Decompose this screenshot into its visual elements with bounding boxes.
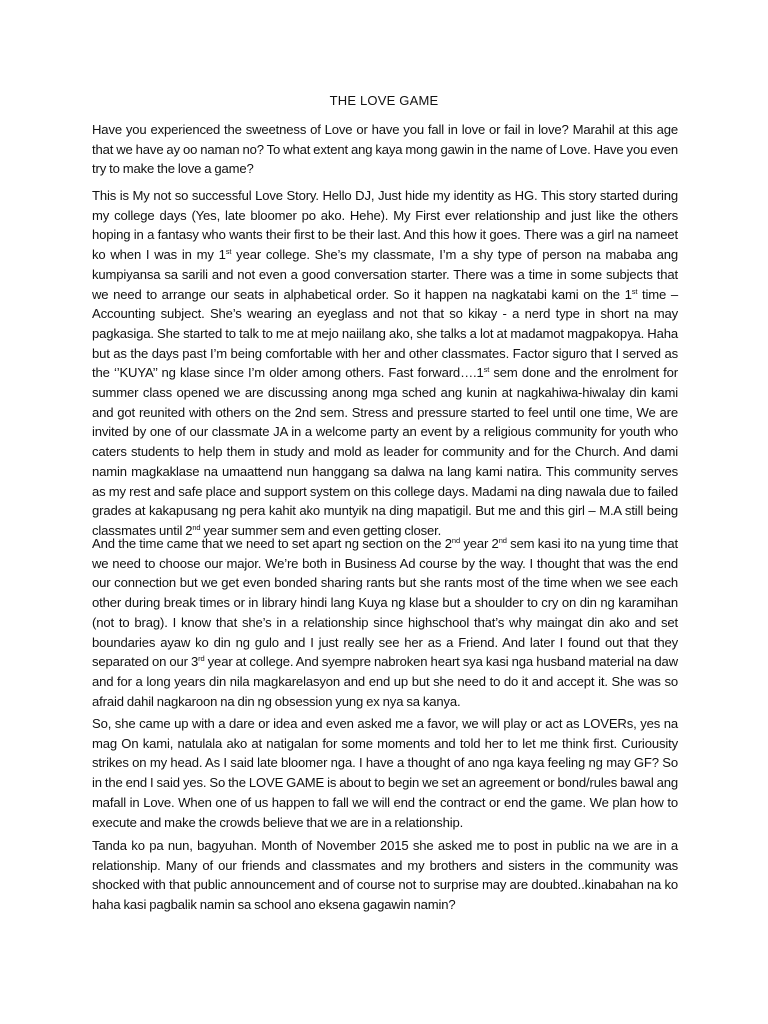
paragraph-dare: So, she came up with a dare or idea and even asked me a favor, we will play or act as LOVERs, yes na mag On kami, natulala ako at natigalan for some moments and told her to let me think first. Curiousity strikes on my head. As I said late bloomer nga. I have a thought of ano nga kaya feeling ng may GF? So in the end I said yes. So the LOVE GAME is about to begin we set an agreement or bond/rules bawal ang mafall in Love. When one of us happen to fall we will end the contract or end the game. We plan how to execute and make the crowds believe that we are in a relationship. [92,716,678,830]
ordinal-suffix: st [483,365,490,375]
ordinal-suffix: nd [451,536,460,545]
document-title: THE LOVE GAME [329,93,439,108]
ordinal-suffix: st [225,247,232,257]
ordinal-suffix: rd [198,654,205,664]
paragraph-second-year: And the time came that we need to set apart ng section on the 2nd year 2nd sem kasi ito na yung time that we need to choose our major. We’re both in Business Ad course by the way. I thought that was the end our connection but we get even bonded sharing rants but she rants most of the time when we see each other during break times or in library hindi lang Kuya ng klase but a shoulder to cry on din ng karamihan (not to brag). I know that she’s in a relationship since highschool that’s why maingat din ako and set boundaries ayaw ko din ng gulo and I just really see her as a Friend. And later I found out that they separated on our 3rd year at college. And syempre nabroken heart sya kasi nga husband material na daw and for a long years din nila magkarelasyon and end up but she need to do it and accept it. She was so afraid dahil nagkaroon na din ng obsession yung ex nya sa kanya. [92,536,679,709]
paragraph-intro: Have you experienced the sweetness of Love or have you fall in love or fail in love? Marahil at this age that we have ay oo naman no? To what extent ang kaya mong gawin in the name of Love. Have you even try to make the love a game? [92,122,678,177]
ordinal-suffix: nd [192,522,201,532]
paragraph-story-start: This is My not so successful Love Story. Hello DJ, Just hide my identity as HG. This story started during my college days (Yes, late bloomer po ako. Hehe). My First ever relationship and just like the others hoping in a fantasy who wants their first to be their last. And this how it goes. There was a girl na nameet ko when I was in my 1st year college. She’s my classmate, I’m a shy type of person na mababa ang kumpiyansa sa sarili and not even a good conversation starter. There was a time in some subjects that we need to arrange our seats in alphabetical order. So it happen na nagkatabi kami on the 1st time – Accounting subject. She’s wearing an eyeglass and not that so kikay - a nerd type in short na may pagkasiga. She started to talk to me at mejo naiilang ako, she talks a lot at madamot magpakopya. Haha but as the days past I’m being comfortable with her and other classmates. Factor siguro that I served as the ‘’KUYA’’ ng klase since I’m older among others. Fast forward….1st sem done and the enrolment for summer class opened we are discussing anong mga sched ang kunin at nagkahiwa-hiwalay din kami and got reunited with others on the 2nd sem. Stress and pressure started to feel until one time, We are invited by one of our classmate JA in a welcome party an event by a religious community for youth who caters students to help them in study and mold as leader for community and for the Church. And dami namin magkaklase na umaattend nun hanggang sa dalwa na lang kami natira. This community serves as my rest and safe place and support system on this college days. Madami na ding nawala due to failed grades at kakapusang ng pera kahit ako muntyik na ding mapatigil. But me and this girl – M.A still being classmates until 2nd year summer sem and even getting closer. [92,188,678,538]
ordinal-suffix: st [631,286,638,296]
paragraph-november: Tanda ko pa nun, bagyuhan. Month of November 2015 she asked me to post in public na we are in a relationship. Many of our friends and classmates and my brothers and sisters in the community was shocked with that public announcement and of course not to surprise may are doubted..kinabahan na ko haha kasi pagbalik namin sa school ano eksena gagawin namin? [92,838,678,913]
ordinal-suffix: nd [498,536,507,545]
